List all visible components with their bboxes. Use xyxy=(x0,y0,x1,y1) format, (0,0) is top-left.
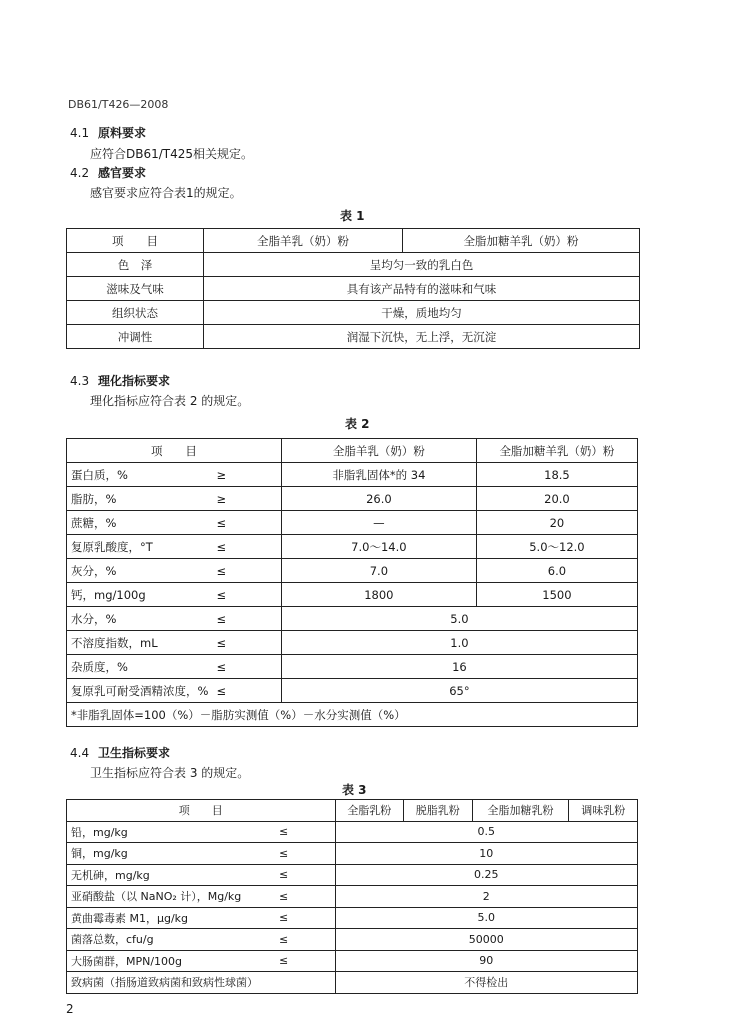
table2-footnote: *非脂乳固体=100（%）－脂肪实测值（%）－水分实测值（%） xyxy=(67,703,638,727)
value-cell: 不得检出 xyxy=(335,972,637,994)
item-cell: 水分，% xyxy=(67,607,213,631)
operator-cell: ≥ xyxy=(212,463,281,487)
value-cell: 10 xyxy=(335,843,637,865)
value-cell: 润湿下沉快，无上浮，无沉淀 xyxy=(204,325,640,349)
section-heading-4-1: 4.1 原料要求 xyxy=(70,126,147,140)
header-cell: 脱脂乳粉 xyxy=(404,800,472,822)
operator-cell: ≤ xyxy=(275,950,335,972)
item-cell: 灰分，% xyxy=(67,559,213,583)
value-cell: 非脂乳固体*的 34 xyxy=(281,463,476,487)
table-row xyxy=(67,535,638,559)
item-cell: 黄曲霉毒素 M1，μg/kg xyxy=(67,907,276,929)
operator-cell: ≤ xyxy=(212,511,281,535)
value-cell: 6.0 xyxy=(476,559,637,583)
value-cell: 20 xyxy=(476,511,637,535)
section-title: 原料要求 xyxy=(98,126,147,140)
operator-cell: ≤ xyxy=(275,929,335,951)
operator-cell: ≤ xyxy=(275,843,335,865)
header-cell: 项 目 xyxy=(67,229,204,253)
operator-cell: ≤ xyxy=(212,559,281,583)
table-row xyxy=(67,950,638,972)
table2-caption: 表 2 xyxy=(345,417,370,431)
table-row xyxy=(67,301,640,325)
section-heading-4-2: 4.2 感官要求 xyxy=(70,166,147,180)
value-cell: 7.0～14.0 xyxy=(281,535,476,559)
table-row xyxy=(67,821,638,843)
section-title: 感官要求 xyxy=(98,166,147,180)
table-header-row xyxy=(67,439,638,463)
table-row xyxy=(67,277,640,301)
operator-cell: ≤ xyxy=(275,907,335,929)
value-cell: 90 xyxy=(335,950,637,972)
value-cell: 5.0 xyxy=(281,607,637,631)
table-row xyxy=(67,972,638,994)
item-cell: 蛋白质，% xyxy=(67,463,213,487)
operator-cell: ≤ xyxy=(212,631,281,655)
table-row xyxy=(67,631,638,655)
value-cell: 16 xyxy=(281,655,637,679)
section-text-4-1: 应符合DB61/T425相关规定。 xyxy=(90,147,254,161)
value-cell: 5.0～12.0 xyxy=(476,535,637,559)
value-cell: 2 xyxy=(335,886,637,908)
operator-cell: ≤ xyxy=(275,864,335,886)
table-row xyxy=(67,907,638,929)
section-text-4-4: 卫生指标应符合表 3 的规定。 xyxy=(90,766,250,780)
item-cell: 复原乳酸度，°T xyxy=(67,535,213,559)
table-row xyxy=(67,559,638,583)
value-cell: 18.5 xyxy=(476,463,637,487)
value-cell: 65° xyxy=(281,679,637,703)
operator-cell: ≤ xyxy=(212,583,281,607)
table-row xyxy=(67,253,640,277)
table-row xyxy=(67,864,638,886)
table-row xyxy=(67,679,638,703)
table-footnote-row xyxy=(67,703,638,727)
table3 xyxy=(66,799,638,994)
table-row xyxy=(67,886,638,908)
item-cell: 色 泽 xyxy=(67,253,204,277)
item-cell: 致病菌（指肠道致病菌和致病性球菌） xyxy=(67,972,276,994)
document-code: DB61/T426—2008 xyxy=(68,98,169,111)
header-cell: 全脂加糖羊乳（奶）粉 xyxy=(403,229,640,253)
table-header-row xyxy=(67,800,638,822)
item-cell: 冲调性 xyxy=(67,325,204,349)
table-row xyxy=(67,607,638,631)
header-cell: 全脂羊乳（奶）粉 xyxy=(204,229,403,253)
header-cell: 全脂加糖羊乳（奶）粉 xyxy=(476,439,637,463)
section-text-4-3: 理化指标应符合表 2 的规定。 xyxy=(90,394,250,408)
table-row xyxy=(67,511,638,535)
page-number: 2 xyxy=(66,1002,74,1016)
operator-cell: ≤ xyxy=(212,655,281,679)
value-cell: 20.0 xyxy=(476,487,637,511)
table2 xyxy=(66,438,638,727)
table-row xyxy=(67,487,638,511)
section-heading-4-3: 4.3 理化指标要求 xyxy=(70,374,171,388)
item-cell: 杂质度，% xyxy=(67,655,213,679)
value-cell: 具有该产品特有的滋味和气味 xyxy=(204,277,640,301)
value-cell: 5.0 xyxy=(335,907,637,929)
value-cell: — xyxy=(281,511,476,535)
table3-caption: 表 3 xyxy=(342,783,367,797)
table1-caption: 表 1 xyxy=(340,209,365,223)
table-row xyxy=(67,325,640,349)
section-text-4-2: 感官要求应符合表1的规定。 xyxy=(90,186,242,200)
value-cell: 干燥，质地均匀 xyxy=(204,301,640,325)
header-cell: 全脂加糖乳粉 xyxy=(472,800,569,822)
operator-cell: ≤ xyxy=(212,607,281,631)
operator-cell: ≥ xyxy=(212,487,281,511)
header-cell: 全脂羊乳（奶）粉 xyxy=(281,439,476,463)
table-header-row xyxy=(67,229,640,253)
table-row xyxy=(67,843,638,865)
item-cell: 铅，mg/kg xyxy=(67,821,276,843)
value-cell: 1800 xyxy=(281,583,476,607)
section-title: 卫生指标要求 xyxy=(98,746,171,760)
header-cell: 全脂乳粉 xyxy=(335,800,403,822)
header-cell: 调味乳粉 xyxy=(569,800,638,822)
item-cell: 脂肪，% xyxy=(67,487,213,511)
value-cell: 0.5 xyxy=(335,821,637,843)
operator-cell xyxy=(275,972,335,994)
operator-cell: ≤ xyxy=(275,886,335,908)
section-heading-4-4: 4.4 卫生指标要求 xyxy=(70,746,171,760)
item-cell: 蔗糖，% xyxy=(67,511,213,535)
value-cell: 26.0 xyxy=(281,487,476,511)
item-cell: 菌落总数，cfu/g xyxy=(67,929,276,951)
item-cell: 大肠菌群，MPN/100g xyxy=(67,950,276,972)
table-row xyxy=(67,583,638,607)
item-cell: 钙，mg/100g xyxy=(67,583,213,607)
operator-cell: ≤ xyxy=(212,679,281,703)
table-row xyxy=(67,929,638,951)
table1 xyxy=(66,228,640,349)
item-cell: 不溶度指数，mL xyxy=(67,631,213,655)
operator-cell: ≤ xyxy=(275,821,335,843)
value-cell: 0.25 xyxy=(335,864,637,886)
operator-cell: ≤ xyxy=(212,535,281,559)
table-row xyxy=(67,655,638,679)
value-cell: 呈均匀一致的乳白色 xyxy=(204,253,640,277)
item-cell: 滋味及气味 xyxy=(67,277,204,301)
item-cell: 铜，mg/kg xyxy=(67,843,276,865)
header-cell: 项 目 xyxy=(67,439,282,463)
value-cell: 1.0 xyxy=(281,631,637,655)
value-cell: 1500 xyxy=(476,583,637,607)
section-title: 理化指标要求 xyxy=(98,374,171,388)
header-cell: 项 目 xyxy=(67,800,336,822)
item-cell: 无机砷，mg/kg xyxy=(67,864,276,886)
item-cell: 亚硝酸盐（以 NaNO₂ 计），Mg/kg xyxy=(67,886,276,908)
value-cell: 7.0 xyxy=(281,559,476,583)
item-cell: 组织状态 xyxy=(67,301,204,325)
table-row xyxy=(67,463,638,487)
item-cell: 复原乳可耐受酒精浓度，% xyxy=(67,679,213,703)
value-cell: 50000 xyxy=(335,929,637,951)
